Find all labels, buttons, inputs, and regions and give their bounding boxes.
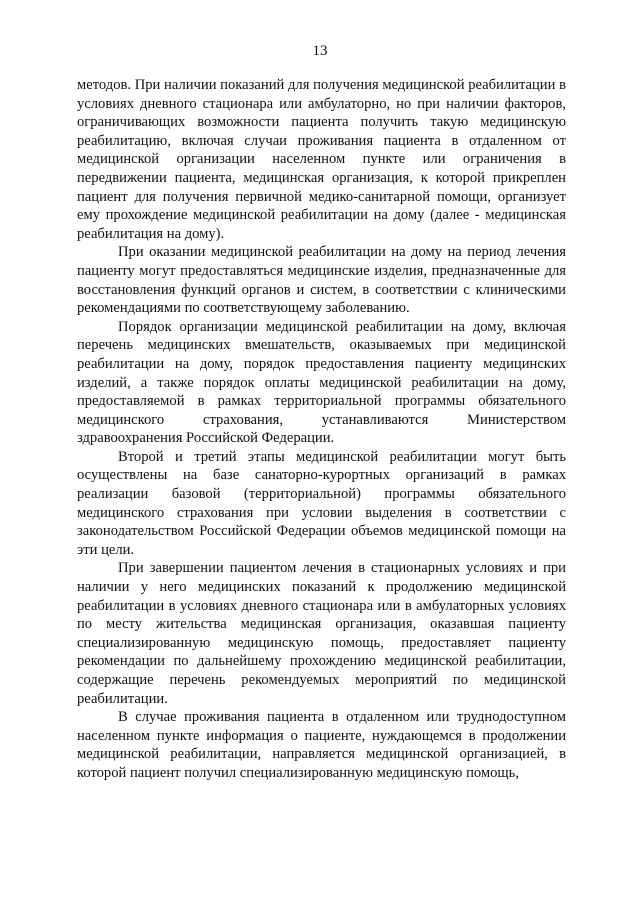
paragraph: При оказании медицинской реабилитации на дому на период лечения пациенту могут предоставляться медицинские изделия, предназначенные для восстановления функций органов и систем, в соответствии с клиническими рекомендациями по соответствующему заболеванию. bbox=[77, 244, 566, 317]
paragraph: Второй и третий этапы медицинской реабилитации могут быть осуществлены на базе санаторно-курортных организаций в рамках реализации базовой (территориальной) программы обязательного медицинского страхования при условии выделения в соответствии с законодательством Российской Федерации объемов медицинской помощи на эти цели. bbox=[77, 448, 566, 558]
paragraph: Порядок организации медицинской реабилитации на дому, включая перечень медицинских вмешательств, оказываемых при медицинской реабилитации на дому, порядок предоставления пациенту медицинских изделий, а также порядок оплаты медицинской реабилитации на дому, предоставляемой в рамках территориальной программы обязательного медицинского страхования, устанавливаются Министерством здравоохранения Российской Федерации. bbox=[77, 318, 566, 447]
paragraph: В случае проживания пациента в отдаленном или труднодоступном населенном пункте информация о пациенте, нуждающемся в продолжении медицинской реабилитации, направляется медицинской организацией, в которой пациент получил специализированную медицинскую помощь, bbox=[77, 709, 566, 781]
page-number: 13 bbox=[312, 43, 328, 59]
paragraph: При завершении пациентом лечения в стационарных условиях и при наличии у него медицинских показаний к продолжению медицинской реабилитации в условиях дневного стационара или в амбулаторных условиях по месту жительства медицинская организация, оказавшая пациенту специализированную медицинскую помощь, предоставляет пациенту рекомендации по дальнейшему прохождению медицинской реабилитации, содержащие перечень рекомендуемых мероприятий по медицинской реабилитации. bbox=[77, 560, 566, 707]
document-body bbox=[77, 76, 566, 783]
paragraph: методов. При наличии показаний для получения медицинской реабилитации в условиях дневного стационара или амбулаторно, но при наличии факторов, ограничивающих возможности пациента получить такую медицинскую реабилитацию, включая случаи проживания пациента в отдаленном от медицинской организации населенном пункте или ограничения в передвижении пациента, медицинская организация, к которой прикреплен пациент для получения первичной медико-санитарной помощи, организует ему прохождение медицинской реабилитации на дому (далее - медицинская реабилитация на дому). bbox=[77, 77, 566, 242]
